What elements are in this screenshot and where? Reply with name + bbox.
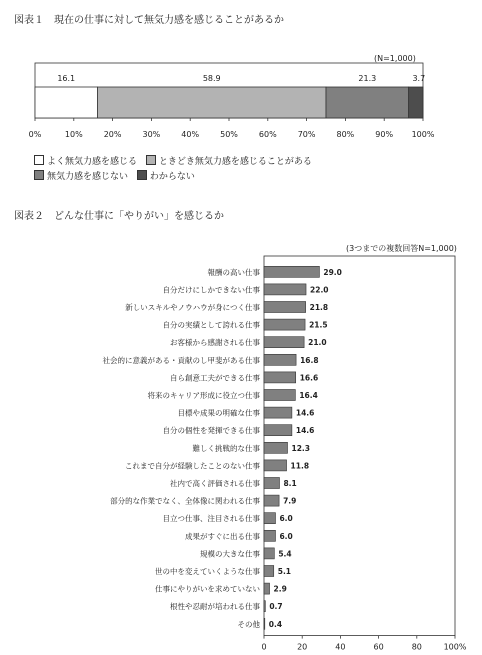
chart2-category-label-7: 将来のキャリア形成に役立つ仕事 bbox=[147, 391, 260, 400]
legend-label-never: 無気力感を感じない bbox=[47, 171, 129, 182]
chart2-value-label-0: 29.0 bbox=[323, 267, 342, 277]
chart2-bar-18 bbox=[264, 583, 270, 594]
chart1-tick-label-7: 70% bbox=[297, 130, 316, 139]
chart2-value-label-10: 12.3 bbox=[291, 443, 311, 453]
chart2-value-label-20: 0.4 bbox=[268, 619, 283, 629]
chart2-value-label-11: 11.8 bbox=[290, 461, 310, 471]
chart2-category-label-14: 目立つ仕事、注目される仕事 bbox=[162, 514, 260, 524]
chart2-bar-4 bbox=[264, 337, 304, 348]
chart2-bar-9 bbox=[264, 425, 292, 436]
chart2-category-label-20: その他 bbox=[237, 619, 260, 629]
chart2-bar-15 bbox=[264, 530, 275, 541]
chart2-bar-5 bbox=[264, 354, 296, 365]
chart2-category-label-18: 仕事にやりがいを求めていない bbox=[155, 584, 260, 594]
chart1-tick-label-0: 0% bbox=[28, 130, 42, 139]
chart2-value-label-15: 6.0 bbox=[279, 531, 293, 541]
chart1-sample-note: (N=1,000) bbox=[374, 54, 416, 63]
chart2-bar-11 bbox=[264, 460, 287, 471]
chart2-tick-label-0: 0 bbox=[261, 642, 267, 652]
chart2-title: 図表２ どんな仕事に「やりがい」を感じるか bbox=[14, 211, 224, 222]
chart1-tick-label-5: 50% bbox=[220, 130, 238, 139]
legend-label-sometimes: ときどき無気力感を感じることがある bbox=[158, 156, 312, 167]
chart2-bar-12 bbox=[264, 478, 279, 489]
chart1-value-label-2: 21.3 bbox=[358, 74, 377, 83]
chart1-value-label-0: 16.1 bbox=[57, 74, 76, 83]
chart2-bar-3 bbox=[264, 319, 305, 330]
chart1-tick-label-8: 80% bbox=[336, 130, 355, 139]
chart2-category-label-2: 新しいスキルやノウハウが身につく仕事 bbox=[125, 303, 260, 312]
legend-label-unknown: わからない bbox=[149, 171, 195, 182]
chart2-tick-label-2: 40 bbox=[335, 642, 346, 652]
chart1-tick-label-1: 10% bbox=[64, 130, 83, 139]
chart2-tick-label-3: 60 bbox=[373, 642, 384, 652]
chart2-category-label-6: 自ら創意工夫ができる仕事 bbox=[170, 373, 260, 383]
chart2-value-label-6: 16.6 bbox=[299, 373, 319, 383]
chart2-value-label-12: 8.1 bbox=[283, 479, 297, 488]
chart2-category-label-16: 規模の大きな仕事 bbox=[200, 549, 260, 559]
chart2-category-label-0: 報酬の高い仕事 bbox=[207, 267, 260, 277]
chart1-tick-label-9: 90% bbox=[375, 130, 394, 139]
chart2-category-label-12: 社内で高く評価される仕事 bbox=[170, 479, 260, 488]
chart1-tick-label-3: 30% bbox=[142, 130, 161, 139]
chart2-value-label-17: 5.1 bbox=[277, 567, 292, 576]
chart2-category-label-10: 難しく挑戦的な仕事 bbox=[192, 443, 260, 453]
chart2-bar-20 bbox=[264, 618, 265, 629]
chart2-sample-note: (3つまでの複数回答N=1,000) bbox=[346, 244, 457, 253]
chart1-title: 図表１ 現在の仕事に対して無気力感を感じることがあるか bbox=[14, 15, 284, 26]
chart2-category-label-9: 自分の個性を発揮できる仕事 bbox=[162, 426, 260, 436]
chart2-value-label-3: 21.5 bbox=[309, 320, 328, 330]
chart2-value-label-2: 21.8 bbox=[309, 303, 329, 312]
chart2-bar-17 bbox=[264, 566, 274, 577]
chart2-tick-label-1: 20 bbox=[297, 642, 308, 652]
chart2-tick-label-5: 100% bbox=[443, 642, 467, 652]
chart2-value-label-5: 16.8 bbox=[300, 355, 319, 365]
chart2-value-label-9: 14.6 bbox=[295, 426, 315, 436]
chart2-value-label-14: 6.0 bbox=[279, 514, 293, 524]
legend-label-often: よく無気力感を感じる bbox=[47, 156, 138, 167]
chart2-value-label-7: 16.4 bbox=[299, 391, 318, 400]
chart2-bar-7 bbox=[264, 390, 295, 401]
chart2-tick-label-4: 80 bbox=[411, 642, 422, 652]
chart2-bar-1 bbox=[264, 284, 306, 295]
chart1-tick-label-10: 100% bbox=[411, 130, 435, 139]
chart1-value-label-1: 58.9 bbox=[202, 74, 221, 83]
chart2-bar-19 bbox=[264, 601, 265, 612]
chart1-tick-label-6: 60% bbox=[258, 130, 277, 139]
chart2-category-label-15: 成果がすぐに出る仕事 bbox=[185, 531, 260, 541]
chart2-value-label-19: 0.7 bbox=[269, 602, 283, 612]
chart2-bar-14 bbox=[264, 513, 275, 524]
chart2-category-label-1: 自分だけにしかできない仕事 bbox=[162, 285, 260, 295]
chart2-value-label-16: 5.4 bbox=[278, 549, 292, 559]
chart2-value-label-8: 14.6 bbox=[295, 408, 315, 418]
chart2-value-label-4: 21.0 bbox=[308, 338, 327, 348]
chart2-category-label-5: 社会的に意義がある・貢献のし甲斐がある仕事 bbox=[102, 355, 260, 365]
chart2-category-label-4: お客様から感謝される仕事 bbox=[170, 338, 260, 348]
chart2-value-label-1: 22.0 bbox=[310, 285, 329, 295]
chart2-bar-10 bbox=[264, 442, 287, 453]
chart1-tick-label-2: 20% bbox=[103, 130, 122, 139]
chart2-value-label-18: 2.9 bbox=[273, 584, 287, 594]
chart2-bar-8 bbox=[264, 407, 292, 418]
chart2-category-label-3: 自分の実績として誇れる仕事 bbox=[162, 320, 260, 330]
chart1-value-label-3: 3.7 bbox=[412, 74, 426, 83]
chart2-bar-2 bbox=[264, 302, 306, 313]
chart2-category-label-11: これまで自分が経験したことのない仕事 bbox=[125, 461, 260, 471]
chart2-category-label-13: 部分的な作業でなく、全体像に関われる仕事 bbox=[110, 496, 260, 506]
chart2-bar-6 bbox=[264, 372, 296, 383]
chart2-category-label-8: 目標や成果の明確な仕事 bbox=[177, 408, 260, 418]
chart2-bar-16 bbox=[264, 548, 274, 559]
chart2-value-label-13: 7.9 bbox=[283, 496, 297, 506]
chart1-tick-label-4: 40% bbox=[181, 130, 200, 139]
chart2-bar-0 bbox=[264, 266, 319, 277]
chart2-bar-13 bbox=[264, 495, 279, 506]
chart2-category-label-17: 世の中を変えていくような仕事 bbox=[155, 567, 260, 576]
chart2-category-label-19: 根性や忍耐が培われる仕事 bbox=[170, 602, 260, 612]
